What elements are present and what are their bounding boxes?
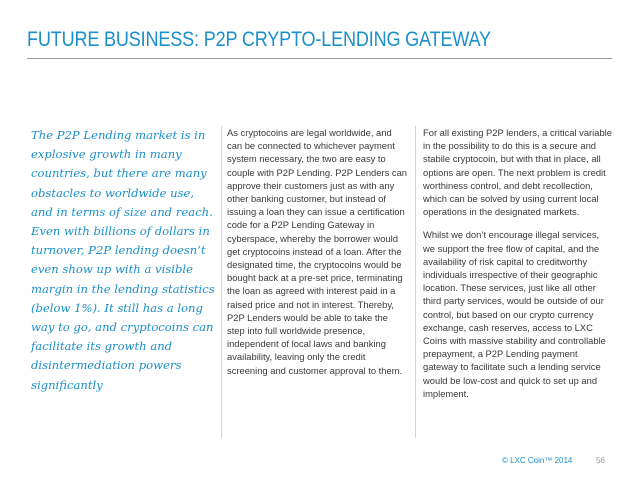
column-divider-left — [221, 126, 222, 438]
right-column — [423, 126, 613, 400]
right-column-paragraph-2: Whilst we don’t encourage illegal services, we support the free flow of capital, and the availability of risk capital to creditworthy individuals irrespective of their geographic location. These services, just like all other third party services, would be outside of our control, but based on our crypto currency exchange, cash reserves, access to LXC Coins with massive stability and controllable prepayment, a P2P Lending payment gateway to facilitate such a lending service would be low-cost and quick to set up and implement. — [423, 229, 606, 399]
intro-text: The P2P Lending market is in explosive growth in many countries, but there are many obstacles to worldwide use, and in terms of size and reach. Even with billions of dollars in turnover, P2P lending doesn’t even show up with a visible margin in the lending statistics (below 1%). It still has a long way to go, and cryptocoins can facilitate its growth and disintermediation powers significantly — [31, 128, 215, 392]
right-column-paragraph-1: For all existing P2P lenders, a critical variable in the possibility to do this is a secure and stabile cryptocoin, but with that in place, all options are open. The next problem is credit worthiness control, and debt recollection, which can be solved by using current local operations in the designated markets. — [423, 127, 612, 218]
page-number: 56 — [596, 456, 605, 465]
copyright-footer: © LXC Coin™ 2014 — [502, 456, 573, 465]
title-divider — [27, 58, 612, 59]
slide-title: FUTURE BUSINESS: P2P CRYPTO-LENDING GATEWAY — [27, 28, 491, 51]
middle-column-paragraph: As cryptocoins are legal worldwide, and can be connected to whichever payment system necessary, the two are easy to couple with P2P Lending. P2P Lenders can approve their customers just as with any other banking customer, but instead of issuing a loan they can issue a certification code for a P2P Lending Gateway in cyberspace, whereby the borrower would get cryptocoins instead of a loan. After the designated time, the cryptocoins would be bought back at a pre-set price, terminating the loan as agreed with interest paid in a raised price and not in interest. Thereby, P2P Lenders would be able to take the step into full worldwide presence, independent of local laws and banking availability, leaving only the credit screening and customer approval to them. — [227, 127, 407, 376]
column-divider-right — [415, 126, 416, 438]
middle-column — [227, 126, 407, 377]
